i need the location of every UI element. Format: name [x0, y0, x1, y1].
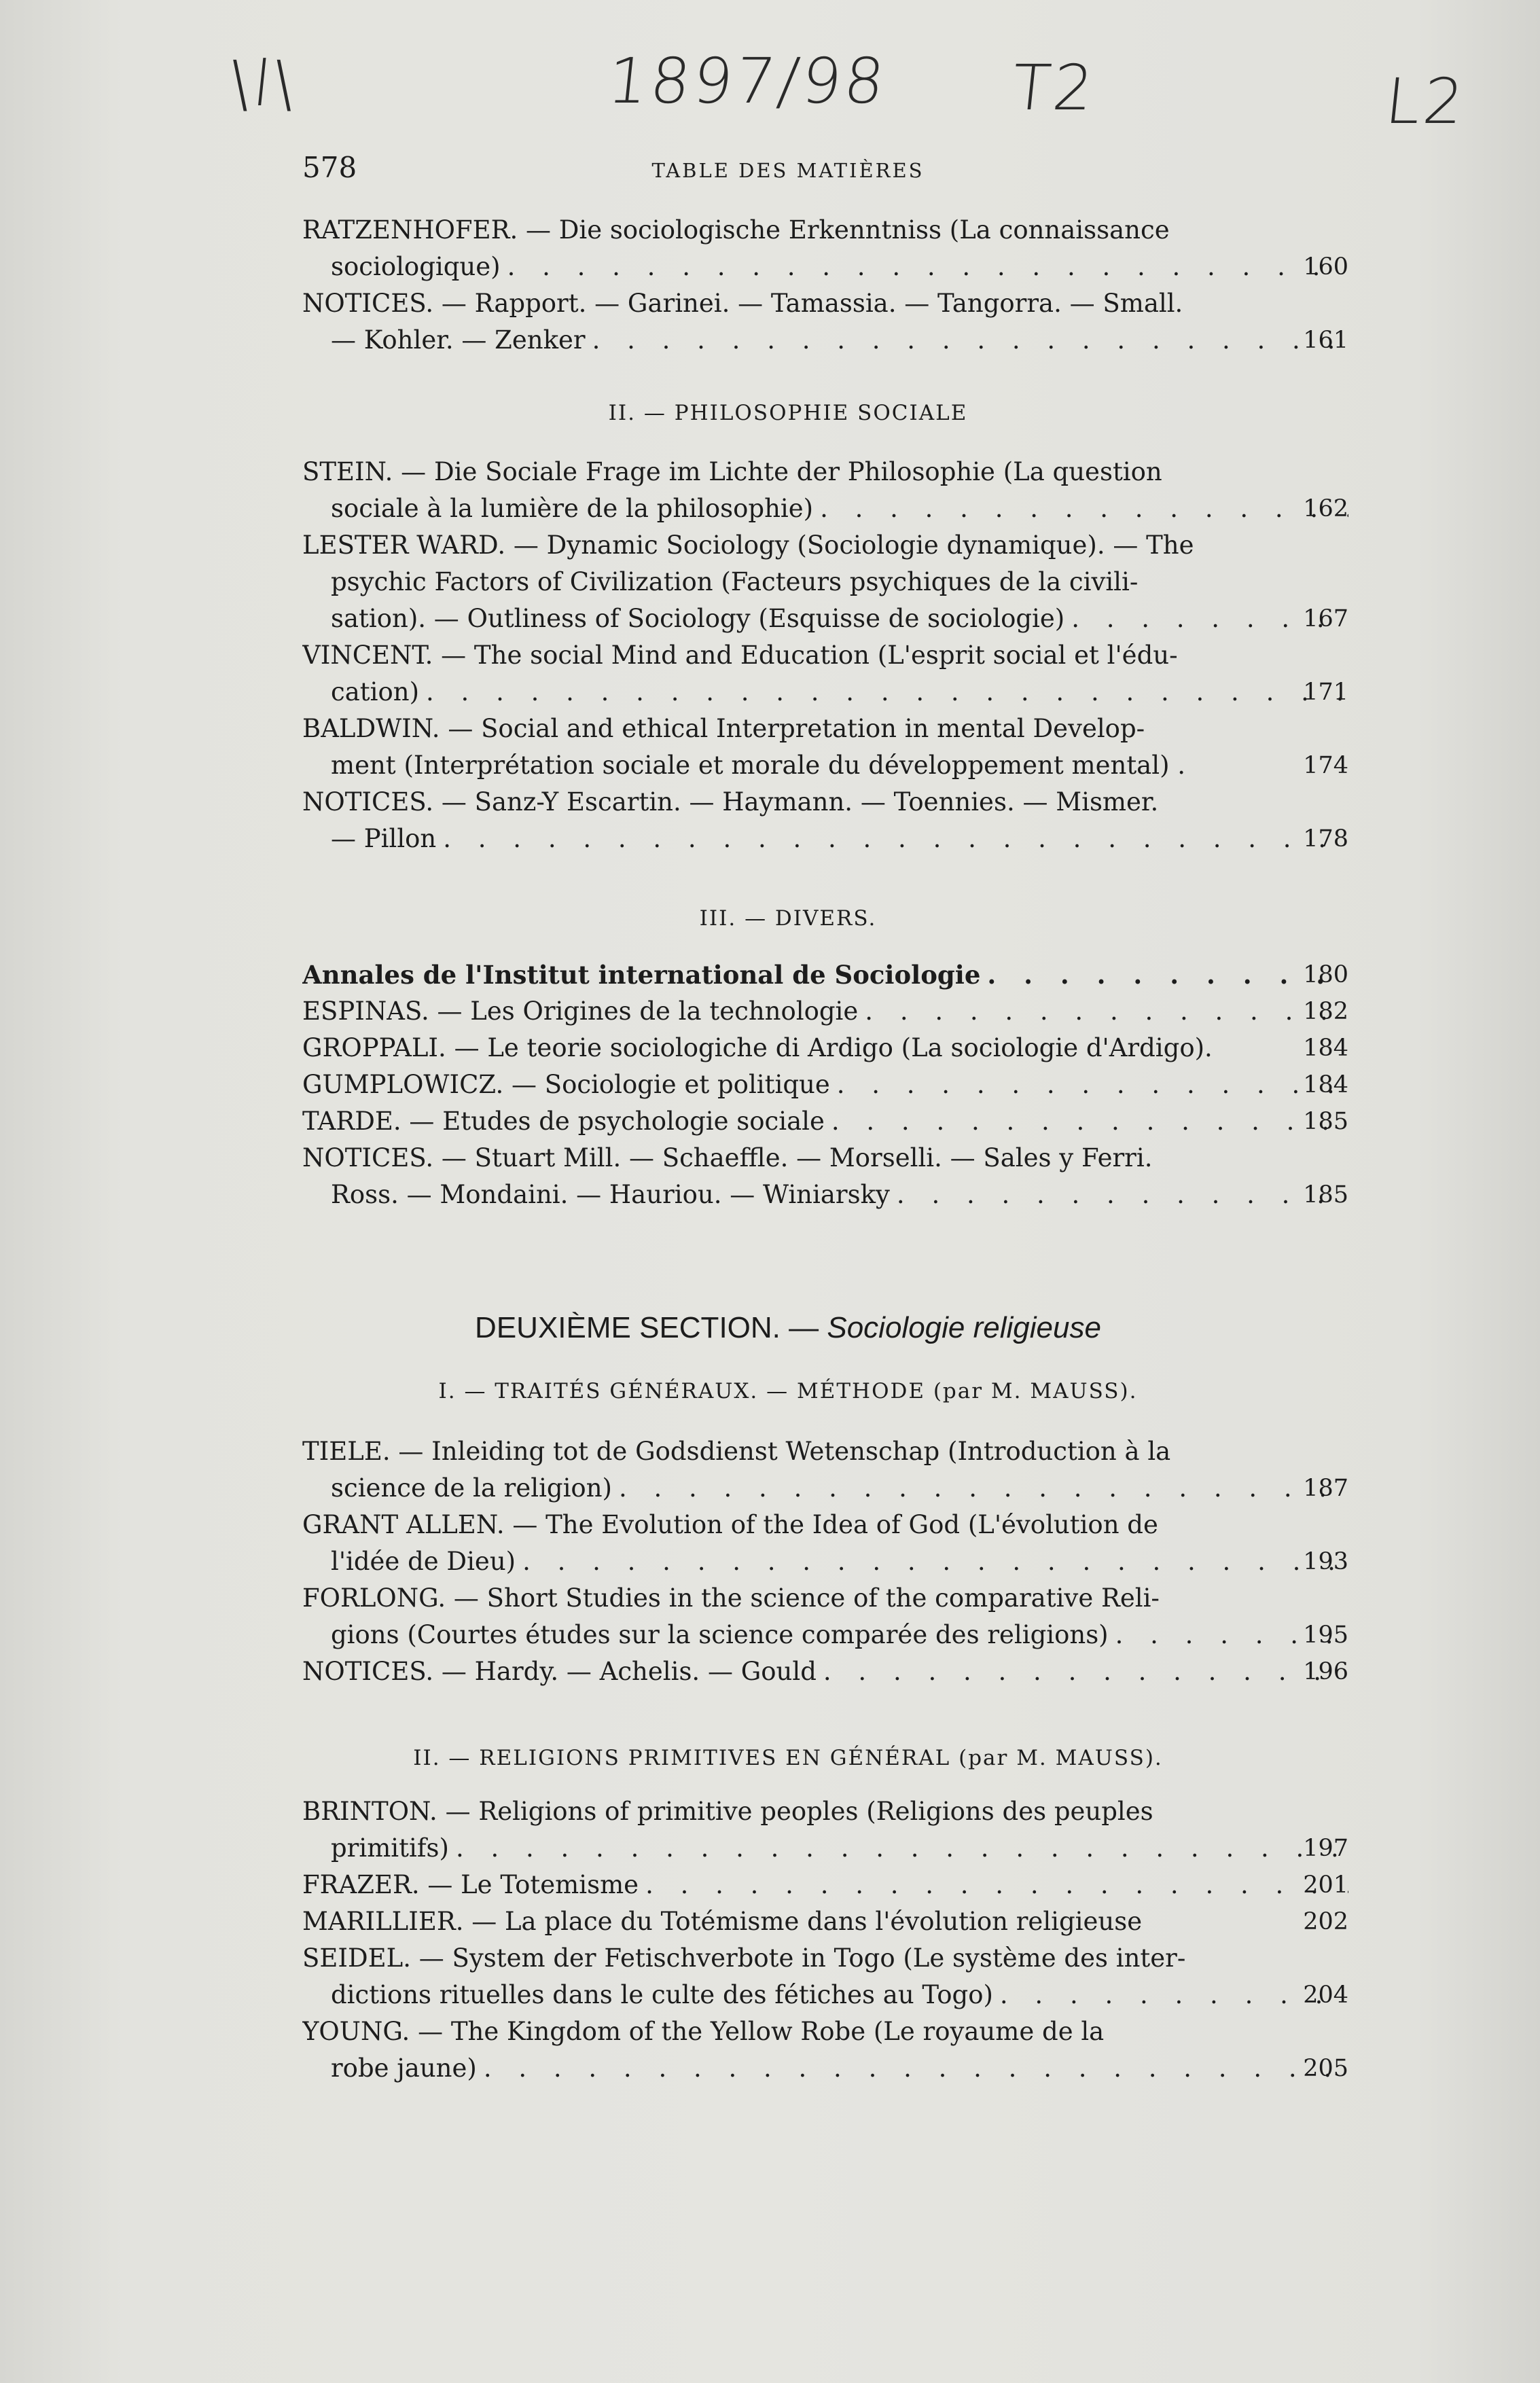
toc-entry: [302, 1867, 1348, 1903]
page-ref: 201: [1303, 1871, 1348, 1899]
page-ref: 160: [1303, 253, 1348, 281]
handwritten-note: L2: [1382, 65, 1470, 138]
toc-entry: [302, 2013, 1348, 2087]
entry-line: primitifs) . . . 197: [302, 1830, 1348, 1867]
dot-leader: [639, 1867, 1348, 1903]
entry-line: GRANT ALLEN. — The Evolution of the Idea of God (L'évolution de: [302, 1510, 1158, 1539]
toc-entry: [302, 1940, 1348, 2013]
dot-leader: [830, 1067, 1348, 1103]
entry-line: NOTICES. — Hardy. — Achelis. — Gould . . . 196: [302, 1653, 1348, 1690]
page-ref: 196: [1303, 1658, 1348, 1685]
toc-entry: [302, 1433, 1348, 1507]
entry-line: TARDE. — Etudes de psychologie sociale . . . 185: [302, 1103, 1348, 1140]
toc-entry: [302, 1140, 1348, 1213]
entry-line: robe jaune) . . . 205: [302, 2050, 1348, 2087]
dot-leader: [436, 821, 1348, 857]
entry-line: GROPPALI. — Le teorie sociologiche di Ardigo (La sociologie d'Ardigo). 184: [302, 1030, 1348, 1067]
page-ref: 193: [1303, 1548, 1348, 1575]
toc-entry: [302, 1103, 1348, 1140]
entry-line: NOTICES. — Stuart Mill. — Schaeffle. — Morselli. — Sales y Ferri.: [302, 1143, 1153, 1172]
page-ref: 185: [1303, 1108, 1348, 1135]
page-ref: 184: [1303, 1035, 1348, 1062]
entry-line: sation). — Outliness of Sociology (Esquisse de sociologie) . . . 167: [302, 601, 1348, 637]
entry-line: — Pillon . . . 178: [302, 821, 1348, 857]
dot-leader: [586, 322, 1348, 359]
toc-entry: [302, 993, 1348, 1030]
toc-entry: [302, 1653, 1348, 1690]
entry-line: LESTER WARD. — Dynamic Sociology (Sociologie dynamique). — The: [302, 531, 1194, 560]
page-ref: 185: [1303, 1181, 1348, 1208]
toc-entry: [302, 711, 1348, 784]
section-heading: I. — TRAITÉS GÉNÉRAUX. — MÉTHODE (par M. MAUSS).: [438, 1379, 1138, 1403]
entry-line: STEIN. — Die Sociale Frage im Lichte der Philosophie (La question: [302, 457, 1162, 486]
toc-entry: [302, 784, 1348, 857]
toc-entry: [302, 285, 1348, 359]
toc-section-continued: [302, 212, 1348, 359]
entry-line: MARILLIER. — La place du Totémisme dans l'évolution religieuse 202: [302, 1903, 1348, 1940]
toc-entry: [302, 637, 1348, 711]
page-ref: 178: [1303, 825, 1348, 853]
toc-entry: [302, 1030, 1348, 1067]
entry-line: BALDWIN. — Social and ethical Interpretation in mental Develop-: [302, 714, 1145, 743]
entry-line: YOUNG. — The Kingdom of the Yellow Robe (Le royaume de la: [302, 2017, 1105, 2046]
page-ref: 162: [1303, 495, 1348, 522]
entry-line: FRAZER. — Le Totemisme . . . 201: [302, 1867, 1348, 1903]
entry-line: l'idée de Dieu) . . . 193: [302, 1543, 1348, 1580]
page-ref: 204: [1303, 1982, 1348, 2009]
entry-line: ESPINAS. — Les Origines de la technologie . . . 182: [302, 993, 1348, 1030]
section-heading: II. — PHILOSOPHIE SOCIALE: [608, 401, 968, 425]
entry-line: science de la religion) . . . 187: [302, 1470, 1348, 1507]
entry-line: RATZENHOFER. — Die sociologische Erkenntniss (La connaissance: [302, 215, 1170, 245]
dot-leader: [612, 1470, 1348, 1507]
entry-line: dictions rituelles dans le culte des fétiches au Togo) . . . 204: [302, 1977, 1348, 2013]
page-ref: 187: [1303, 1475, 1348, 1502]
page-ref: 195: [1303, 1621, 1348, 1649]
page-ref: 180: [1303, 961, 1348, 988]
entry-line: cation) . . . 171: [302, 674, 1348, 711]
toc-section: [302, 1793, 1348, 2087]
handwritten-note: 1897/98: [604, 45, 891, 118]
dot-leader: [825, 1103, 1348, 1140]
toc-entry: [302, 1580, 1348, 1653]
entry-line: NOTICES. — Rapport. — Garinei. — Tamassia. — Tangorra. — Small.: [302, 289, 1183, 318]
page-ref: 197: [1303, 1835, 1348, 1862]
dot-leader: [813, 490, 1348, 527]
toc-entry: [302, 454, 1348, 527]
toc-entry: [302, 1507, 1348, 1580]
page-ref: 182: [1303, 998, 1348, 1025]
entry-line: sociologique) . . . 160: [302, 249, 1348, 285]
entry-line: VINCENT. — The social Mind and Education (L'esprit social et l'édu-: [302, 641, 1178, 670]
page-ref: 174: [1303, 752, 1348, 779]
dot-leader: [516, 1543, 1348, 1580]
toc-section: [302, 454, 1348, 857]
page-ref: 161: [1303, 327, 1348, 354]
handwritten-note: T2: [1008, 52, 1100, 124]
toc-entry: [302, 956, 1348, 993]
entry-line: — Kohler. — Zenker . . . 161: [302, 322, 1348, 359]
entry-line: FORLONG. — Short Studies in the science of the comparative Reli-: [302, 1583, 1160, 1613]
entry-line: GUMPLOWICZ. — Sociologie et politique . . . 184: [302, 1067, 1348, 1103]
entry-line: Ross. — Mondaini. — Hauriou. — Winiarsky . . . 185: [302, 1177, 1348, 1213]
page-ref: 202: [1303, 1908, 1348, 1935]
page-header: [302, 151, 1274, 192]
dot-leader: [449, 1830, 1348, 1867]
toc-section: [302, 1433, 1348, 1690]
toc-entry: [302, 1903, 1348, 1940]
entry-line: psychic Factors of Civilization (Facteurs psychiques de la civili-: [331, 567, 1139, 596]
entry-line: sociale à la lumière de la philosophie) . . . 162: [302, 490, 1348, 527]
part-heading: DEUXIÈME SECTION. — Sociologie religieuse: [475, 1311, 1101, 1344]
entry-line: BRINTON. — Religions of primitive peoples (Religions des peuples: [302, 1797, 1153, 1826]
page-ref: 171: [1303, 679, 1348, 706]
toc-entry: [302, 212, 1348, 285]
dot-leader: [419, 674, 1348, 711]
entry-line: NOTICES. — Sanz-Y Escartin. — Haymann. — Toennies. — Mismer.: [302, 787, 1159, 817]
running-title: TABLE DES MATIÈRES: [651, 159, 925, 182]
entry-line: Annales de l'Institut international de Sociologie . . . 180: [302, 956, 1348, 993]
page-number: 578: [302, 151, 357, 184]
handwritten-note: \l\: [226, 48, 302, 120]
section-heading: II. — RELIGIONS PRIMITIVES EN GÉNÉRAL (par M. MAUSS).: [413, 1746, 1163, 1770]
entry-line: TIELE. — Inleiding tot de Godsdienst Wetenschap (Introduction à la: [302, 1437, 1171, 1466]
toc-entry: [302, 1067, 1348, 1103]
entry-line: SEIDEL. — System der Fetischverbote in Togo (Le système des inter-: [302, 1943, 1186, 1973]
part-heading-italic: Sociologie religieuse: [827, 1311, 1101, 1344]
dot-leader: [477, 2050, 1348, 2087]
entry-line: ment (Interprétation sociale et morale du développement mental) . 174: [302, 747, 1348, 784]
page-ref: 205: [1303, 2055, 1348, 2082]
toc-section: [302, 956, 1348, 1213]
page-ref: 167: [1303, 605, 1348, 632]
entry-line: gions (Courtes études sur la science comparée des religions) . . . 195: [302, 1617, 1348, 1653]
section-heading: III. — DIVERS.: [699, 906, 877, 931]
page-ref: 184: [1303, 1071, 1348, 1098]
dot-leader: [817, 1653, 1348, 1690]
toc-entry: [302, 527, 1348, 637]
toc-entry: [302, 1793, 1348, 1867]
dot-leader: [501, 249, 1348, 285]
